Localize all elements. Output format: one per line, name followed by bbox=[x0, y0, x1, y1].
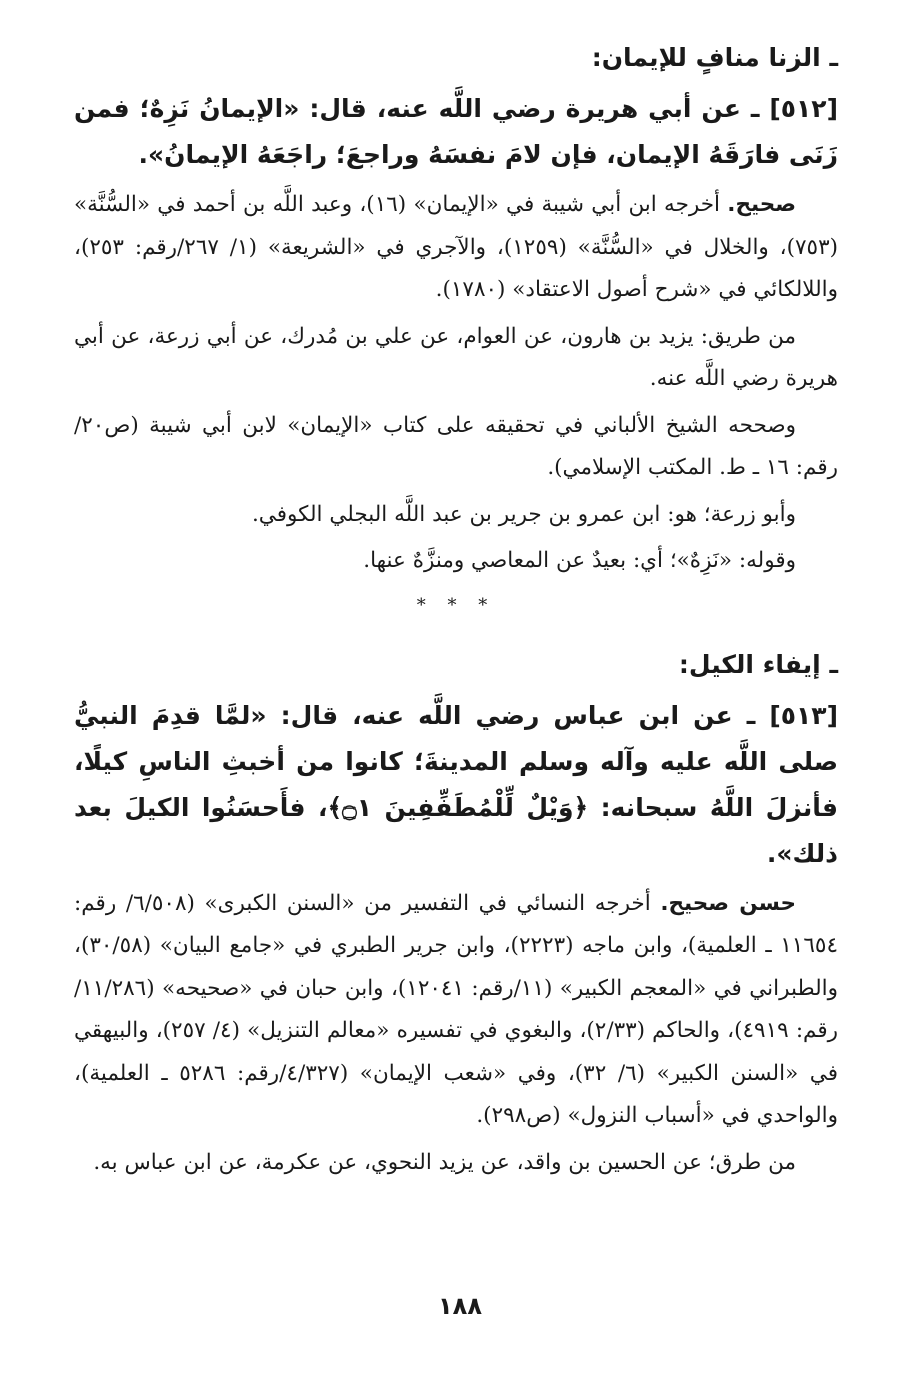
note-512-albani: وصححه الشيخ الألباني في تحقيقه على كتاب «الإيمان» لابن أبي شيبة (ص٢٠/رقم: ١٦ ـ ط. المكتب الإسلامي). bbox=[74, 412, 838, 480]
grade-512: صحيح. bbox=[727, 192, 796, 217]
note-512-nazih: وقوله: «نَزِهٌ»؛ أي: بعيدٌ عن المعاصي ومنزَّهٌ عنها. bbox=[363, 548, 796, 573]
page-number: ١٨٨ bbox=[438, 1292, 482, 1320]
takhrij-513-text: أخرجه النسائي في التفسير من «السنن الكبرى» (٦/٥٠٨/ رقم: ١١٦٥٤ ـ العلمية)، وابن ماجه (٢٢٢٣)، وابن جرير الطبري في «جامع البيان» (٣٠/٥٨)، والطبراني في «المعجم الكبير» (١١/رقم: ١٢٠٤١)، وابن حبان في «صحيحه» (١١/٢٨٦/رقم: ٤٩١٩)، والحاكم (٢/٣٣)، والبغوي في تفسيره «معالم التنزيل» (٤/ ٢٥٧)، والبيهقي في «السنن الكبير» (٦/ ٣٢)، وفي «شعب الإيمان» (٤/٣٢٧/رقم: ٥٢٨٦ ـ العلمية)، والواحدي في «أسباب النزول» (ص٢٩٨). bbox=[74, 890, 839, 1128]
hadith-512-text: [٥١٢] ـ عن أبي هريرة رضي اللَّه عنه، قال: «الإيمانُ نَزِهٌ؛ فمن زَنَى فارَقَهُ الإيمان، فإن لامَ نفسَهُ وراجعَ؛ راجَعَهُ الإيمانُ». bbox=[74, 94, 838, 169]
route-512: من طريق: يزيد بن هارون، عن العوام، عن علي بن مُدرك، عن أبي زرعة، عن أبي هريرة رضي اللَّه عنه. bbox=[74, 323, 838, 391]
route-513: من طرق؛ عن الحسين بن واقد، عن يزيد النحوي، عن عكرمة، عن ابن عباس به. bbox=[93, 1149, 796, 1175]
hadith-513-text: [٥١٣] ـ عن ابن عباس رضي اللَّه عنه، قال: «لمَّا قدِمَ النبيُّ صلى اللَّه عليه وآله وسلم المدينةَ؛ كانوا من أخبثِ الناسِ كيلًا، فأنزلَ اللَّهُ سبحانه: ﴿وَيْلٌ لِّلْمُطَفِّفِينَ ۝١﴾، فأَحسَنُوا الكيلَ بعد ذلك». bbox=[74, 700, 838, 868]
takhrij-512 bbox=[74, 184, 838, 312]
grade-513: حسن صحيح. bbox=[660, 890, 797, 916]
section-heading-kayl: ـ إيفاء الكيل: bbox=[678, 649, 838, 679]
takhrij-513 bbox=[74, 883, 838, 1138]
section-separator: * * * bbox=[416, 594, 496, 616]
takhrij-512-text: أخرجه ابن أبي شيبة في «الإيمان» (١٦)، وعبد اللَّه بن أحمد في «السُّنَّة» (٧٥٣)، والخلال في «السُّنَّة» (١٢٥٩)، والآجري في «الشريعة» (١/ ٢٦٧/رقم: ٢٥٣)، واللالكائي في «شرح أصول الاعتقاد» (١٧٨٠). bbox=[74, 192, 839, 302]
note-512-abu-zurah: وأبو زرعة؛ هو: ابن عمرو بن جرير بن عبد اللَّه البجلي الكوفي. bbox=[251, 501, 796, 527]
section-heading-zina: ـ الزنا منافٍ للإيمان: bbox=[591, 43, 838, 72]
